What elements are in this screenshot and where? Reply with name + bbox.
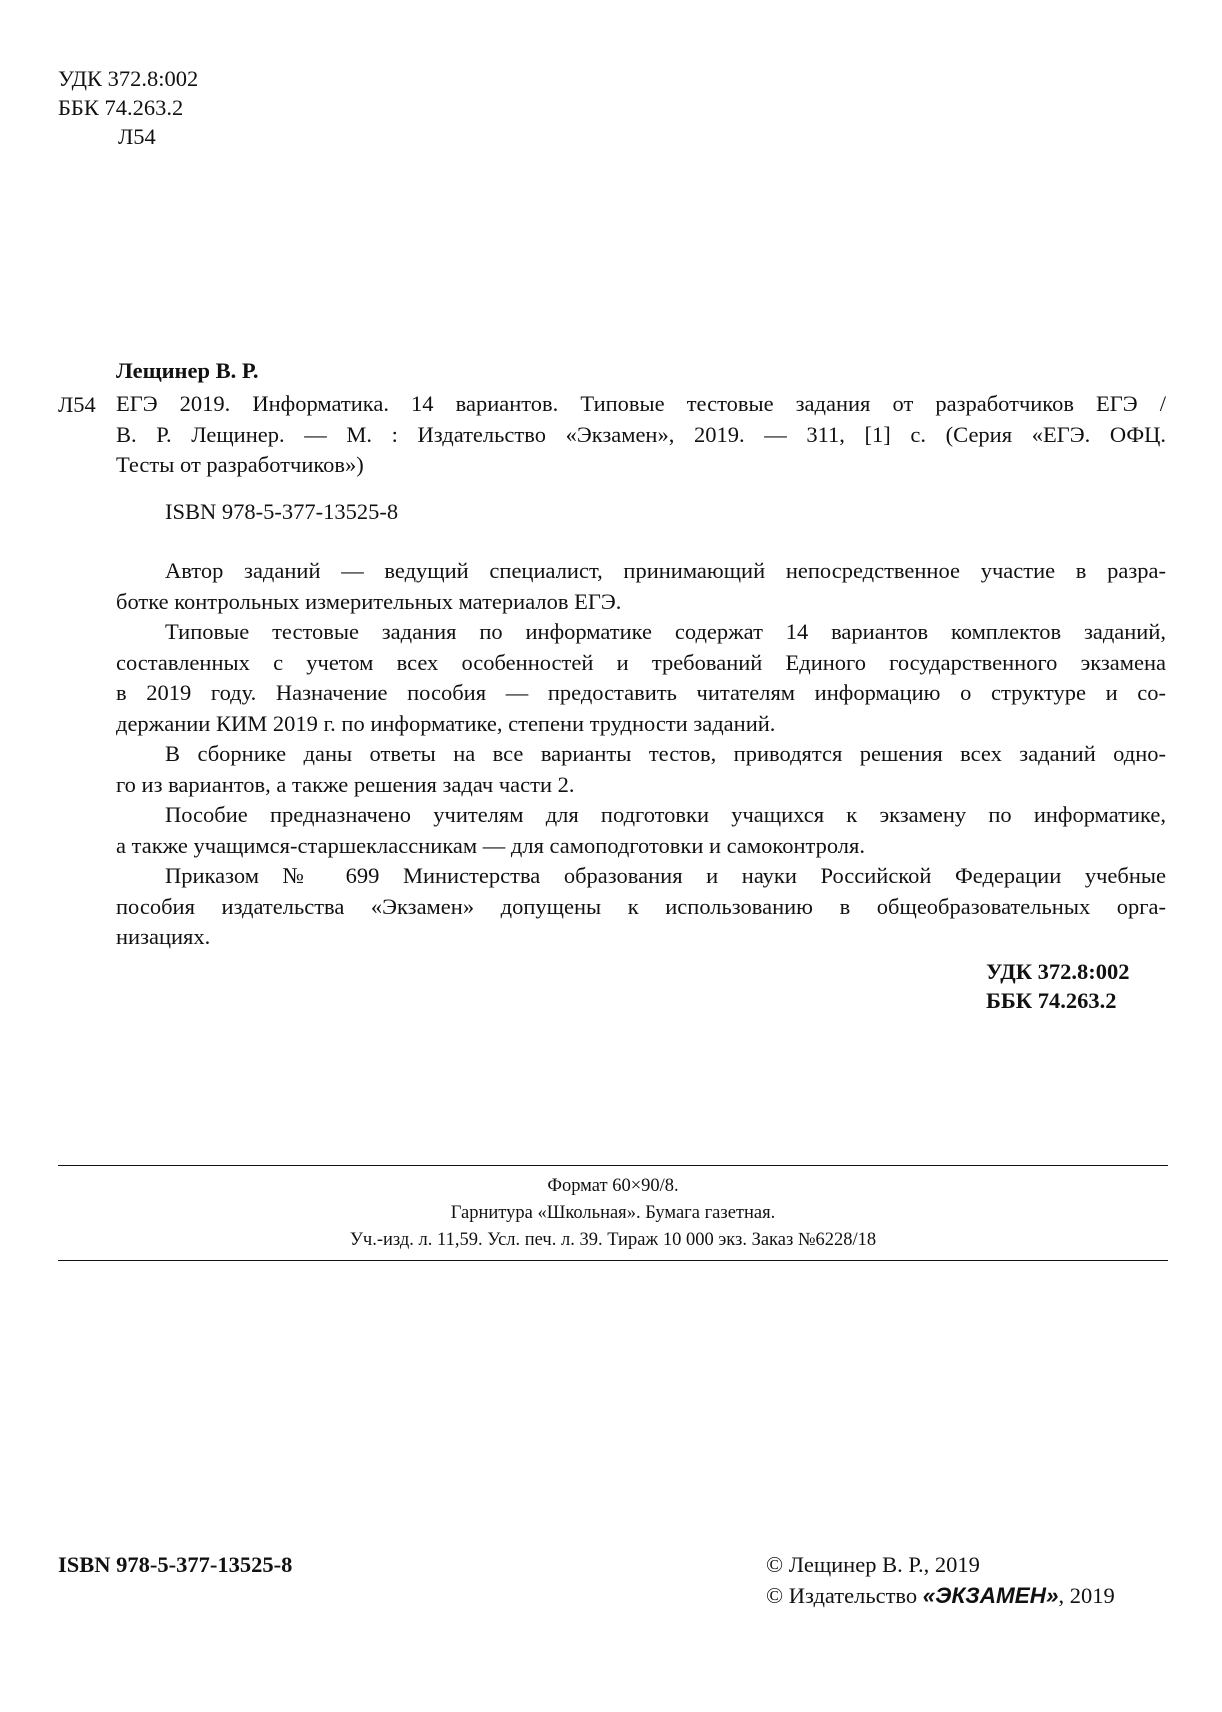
annotation-paragraph	[116, 617, 1166, 739]
copyright-author: © Лещинер В. Р., 2019	[766, 1552, 980, 1577]
annotation-paragraph	[116, 861, 1166, 953]
annotation-line: в 2019 году. Назначение пособия — предоставить читателям информацию о структуре и со-	[116, 680, 1166, 705]
annotation	[116, 556, 1166, 953]
record-isbn: ISBN 978-5-377-13525-8	[165, 499, 399, 524]
annotation-line: Типовые тестовые задания по информатике содержат 14 вариантов комплектов заданий,	[165, 619, 1166, 644]
annotation-line: Автор заданий — ведущий специалист, принимающий непосредственное участие в разра-	[165, 558, 1166, 583]
annotation-line: го из вариантов, а также решения задач части 2.	[116, 771, 575, 797]
bottom-bbk-code: ББК 74.263.2	[986, 988, 1117, 1013]
author-heading: Лещинер В. Р.	[116, 358, 259, 383]
record-title-line: В. Р. Лещинер. — М. : Издательство «Экзамен», 2019. — 311, [1] с. (Серия «ЕГЭ. ОФЦ.	[116, 421, 1166, 447]
annotation-line: а также учащимся-старшеклассникам — для самоподготовки и самоконтроля.	[116, 832, 865, 858]
annotation-line: пособия издательства «Экзамен» допущены к использованию в общеобразовательных орга-	[116, 893, 1166, 919]
top-author-mark: Л54	[118, 124, 156, 149]
imprint-typeface: Гарнитура «Школьная». Бумага газетная.	[450, 1203, 776, 1223]
annotation-line: составленных с учетом всех особенностей и требований Единого государственного экзамена	[116, 649, 1166, 675]
record-title	[116, 389, 1166, 481]
annotation-paragraph	[116, 739, 1166, 800]
copyright-publisher-year: , 2019	[1058, 1583, 1115, 1608]
annotation-line: В сборнике даны ответы на все варианты тестов, приводятся решения всех заданий одно-	[165, 741, 1166, 766]
top-bbk-code: ББК 74.263.2	[58, 95, 184, 120]
annotation-paragraph	[116, 556, 1166, 617]
top-udk-code: УДК 372.8:002	[58, 66, 199, 91]
annotation-line: низациях.	[116, 924, 211, 949]
copyright-publisher-prefix: © Издательство	[766, 1583, 923, 1608]
imprint-format: Формат 60×90/8.	[547, 1176, 679, 1196]
annotation-line: Пособие предназначено учителям для подготовки учащихся к экзамену по информатике,	[165, 802, 1166, 827]
publisher-brand: «ЭКЗАМЕН»	[922, 1583, 1059, 1608]
imprint-bottom-rule	[58, 1260, 1168, 1261]
annotation-line: Приказом № 699 Министерства образования и науки Российской Федерации учебные	[165, 863, 1166, 888]
footer-isbn: ISBN 978-5-377-13525-8	[58, 1552, 293, 1577]
imprint-top-rule	[58, 1165, 1168, 1166]
record-title-line: Тесты от разработчиков»)	[116, 452, 364, 477]
annotation-line: ботке контрольных измерительных материалов ЕГЭ.	[116, 588, 622, 614]
record-title-line: ЕГЭ 2019. Информатика. 14 вариантов. Типовые тестовые задания от разработчиков ЕГЭ /	[116, 391, 1166, 416]
record-mark: Л54	[58, 392, 96, 417]
bottom-udk-code: УДК 372.8:002	[986, 959, 1130, 984]
copyright-publisher	[766, 1581, 1115, 1610]
imprint-print-data: Уч.-изд. л. 11,59. Усл. печ. л. 39. Тираж 10 000 экз. Заказ №6228/18	[349, 1230, 877, 1250]
annotation-paragraph	[116, 800, 1166, 861]
annotation-line: держании КИМ 2019 г. по информатике, степени трудности заданий.	[116, 710, 776, 736]
